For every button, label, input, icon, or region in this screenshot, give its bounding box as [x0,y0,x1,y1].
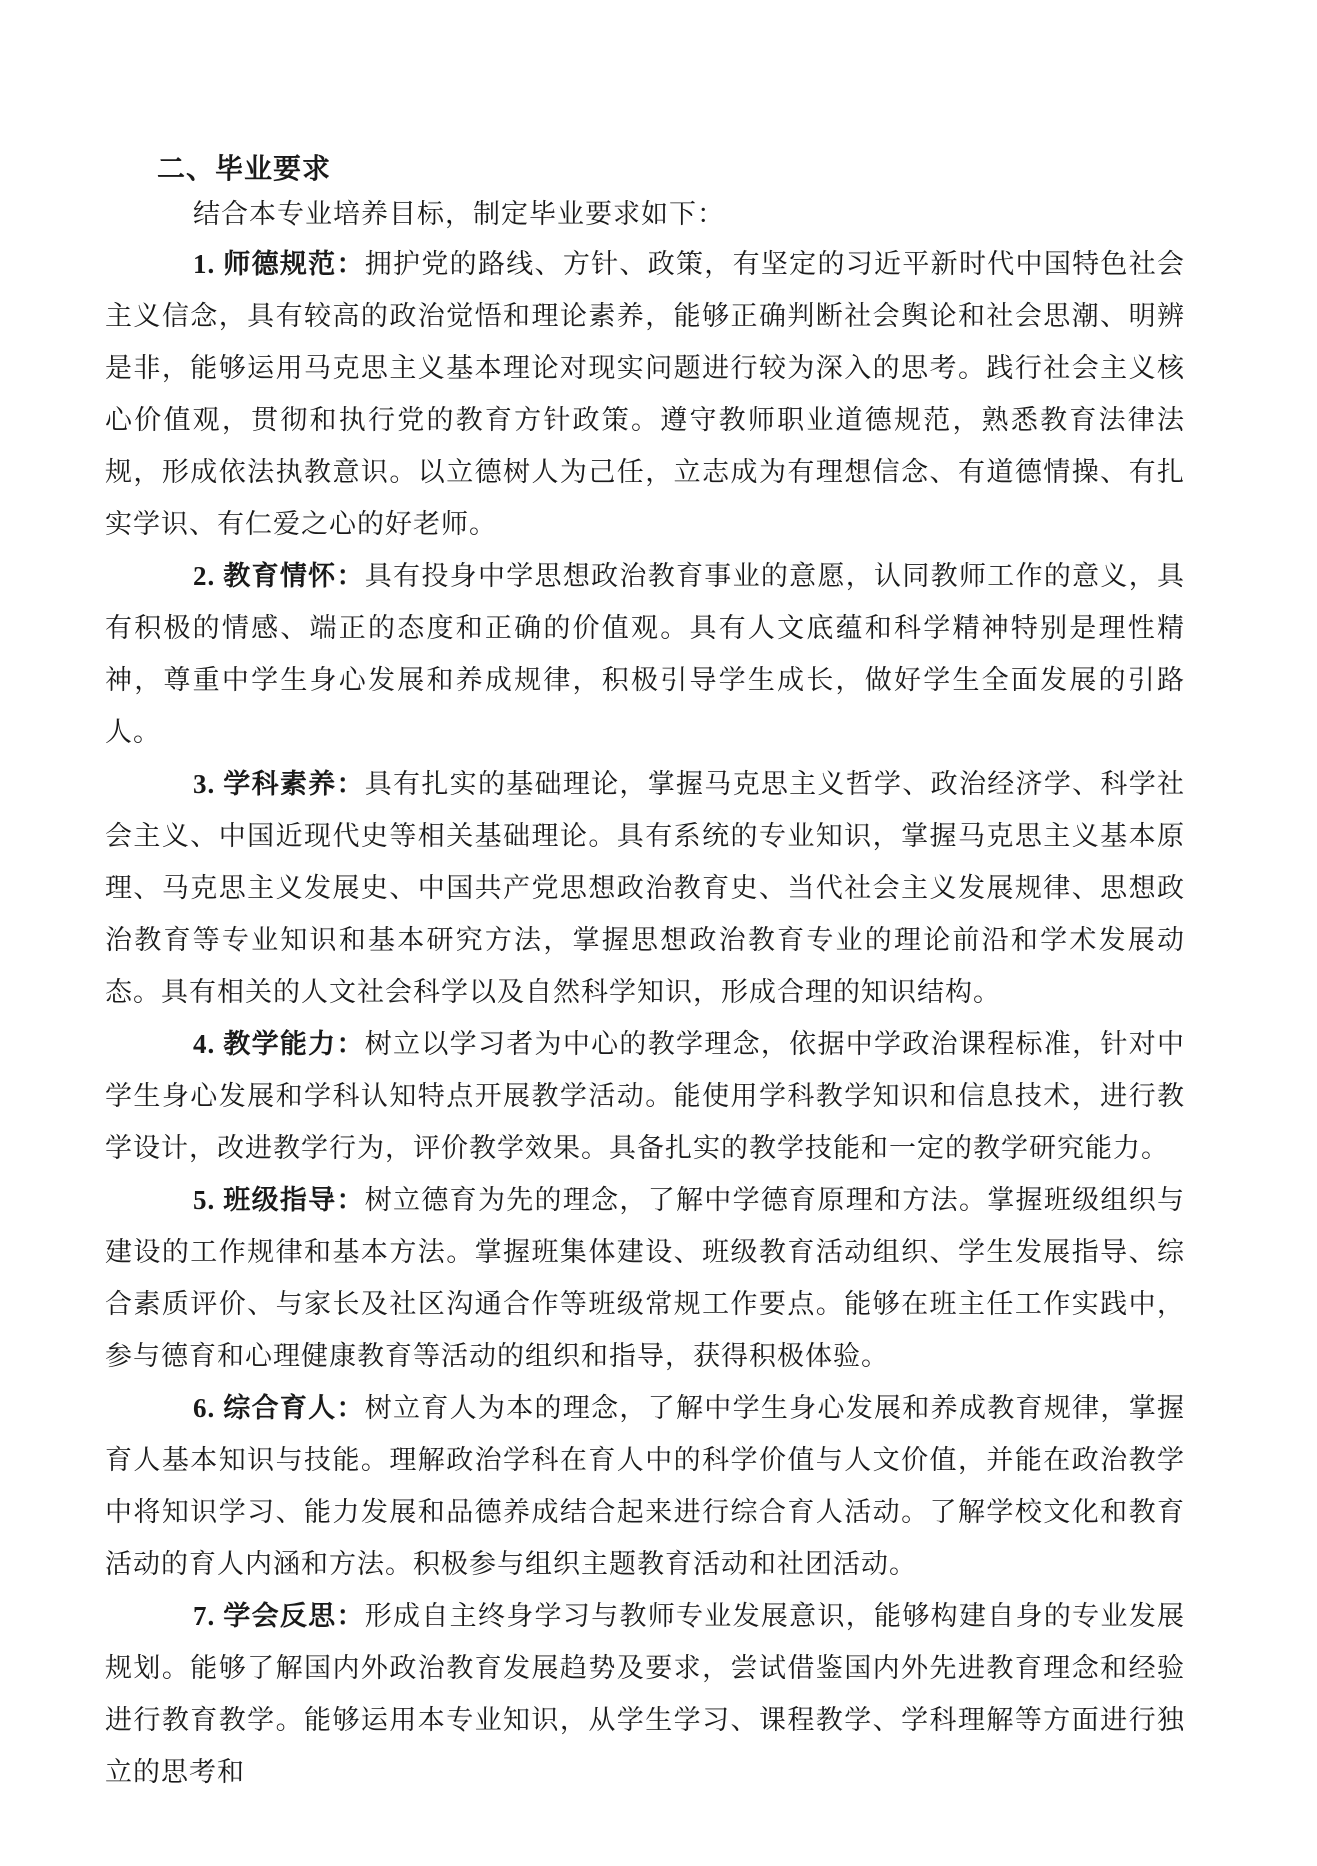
requirement-label: 1. 师德规范： [193,249,365,279]
requirement-label: 6. 综合育人： [193,1393,365,1423]
requirement-paragraph [105,550,1185,758]
section-heading: 二、毕业要求 [157,154,332,185]
requirement-paragraph [105,758,1185,1018]
requirement-paragraph [105,238,1185,550]
document-page [105,150,1185,1798]
requirement-label: 4. 教学能力： [193,1029,365,1059]
requirement-paragraph [105,1018,1185,1174]
requirement-label: 2. 教育情怀： [193,561,365,591]
requirement-body: 具有扎实的基础理论，掌握马克思主义哲学、政治经济学、科学社会主义、中国近现代史等相关基础理论。具有系统的专业知识，掌握马克思主义基本原理、马克思主义发展史、中国共产党思想政治教育史、当代社会主义发展规律、思想政治教育等专业知识和基本研究方法，掌握思想政治教育专业的理论前沿和学术发展动态。具有相关的人文社会科学以及自然科学知识，形成合理的知识结构。 [105,769,1185,1007]
requirement-label: 7. 学会反思： [193,1601,365,1631]
requirement-paragraph [105,1174,1185,1382]
requirement-body: 树立德育为先的理念，了解中学德育原理和方法。掌握班级组织与建设的工作规律和基本方法。掌握班集体建设、班级教育活动组织、学生发展指导、综合素质评价、与家长及社区沟通合作等班级常规工作要点。能够在班主任工作实践中，参与德育和心理健康教育等活动的组织和指导，获得积极体验。 [105,1185,1185,1371]
requirement-label: 5. 班级指导： [193,1185,365,1215]
requirement-paragraph [105,1382,1185,1590]
requirement-body: 具有投身中学思想政治教育事业的意愿，认同教师工作的意义，具有积极的情感、端正的态度和正确的价值观。具有人文底蕴和科学精神特别是理性精神，尊重中学生身心发展和养成规律，积极引导学生成长，做好学生全面发展的引路人。 [105,561,1185,747]
requirement-body: 拥护党的路线、方针、政策，有坚定的习近平新时代中国特色社会主义信念，具有较高的政治觉悟和理论素养，能够正确判断社会舆论和社会思潮、明辨是非，能够运用马克思主义基本理论对现实问题进行较为深入的思考。践行社会主义核心价值观，贯彻和执行党的教育方针政策。遵守教师职业道德规范，熟悉教育法律法规，形成依法执教意识。以立德树人为己任，立志成为有理想信念、有道德情操、有扎实学识、有仁爱之心的好老师。 [105,249,1185,539]
requirement-body: 形成自主终身学习与教师专业发展意识，能够构建自身的专业发展规划。能够了解国内外政治教育发展趋势及要求，尝试借鉴国内外先进教育理念和经验进行教育教学。能够运用本专业知识，从学生学习、课程教学、学科理解等方面进行独立的思考和 [105,1601,1185,1787]
requirement-label: 3. 学科素养： [193,769,365,799]
intro-paragraph: 结合本专业培养目标，制定毕业要求如下： [193,199,725,229]
requirements-list [105,238,1185,1798]
requirement-body: 树立以学习者为中心的教学理念，依据中学政治课程标准，针对中学生身心发展和学科认知特点开展教学活动。能使用学科教学知识和信息技术，进行教学设计，改进教学行为，评价教学效果。具备扎实的教学技能和一定的教学研究能力。 [105,1029,1185,1163]
requirement-paragraph [105,1590,1185,1798]
requirement-body: 树立育人为本的理念，了解中学生身心发展和养成教育规律，掌握育人基本知识与技能。理解政治学科在育人中的科学价值与人文价值，并能在政治教学中将知识学习、能力发展和品德养成结合起来进行综合育人活动。了解学校文化和教育活动的育人内涵和方法。积极参与组织主题教育活动和社团活动。 [105,1393,1185,1579]
